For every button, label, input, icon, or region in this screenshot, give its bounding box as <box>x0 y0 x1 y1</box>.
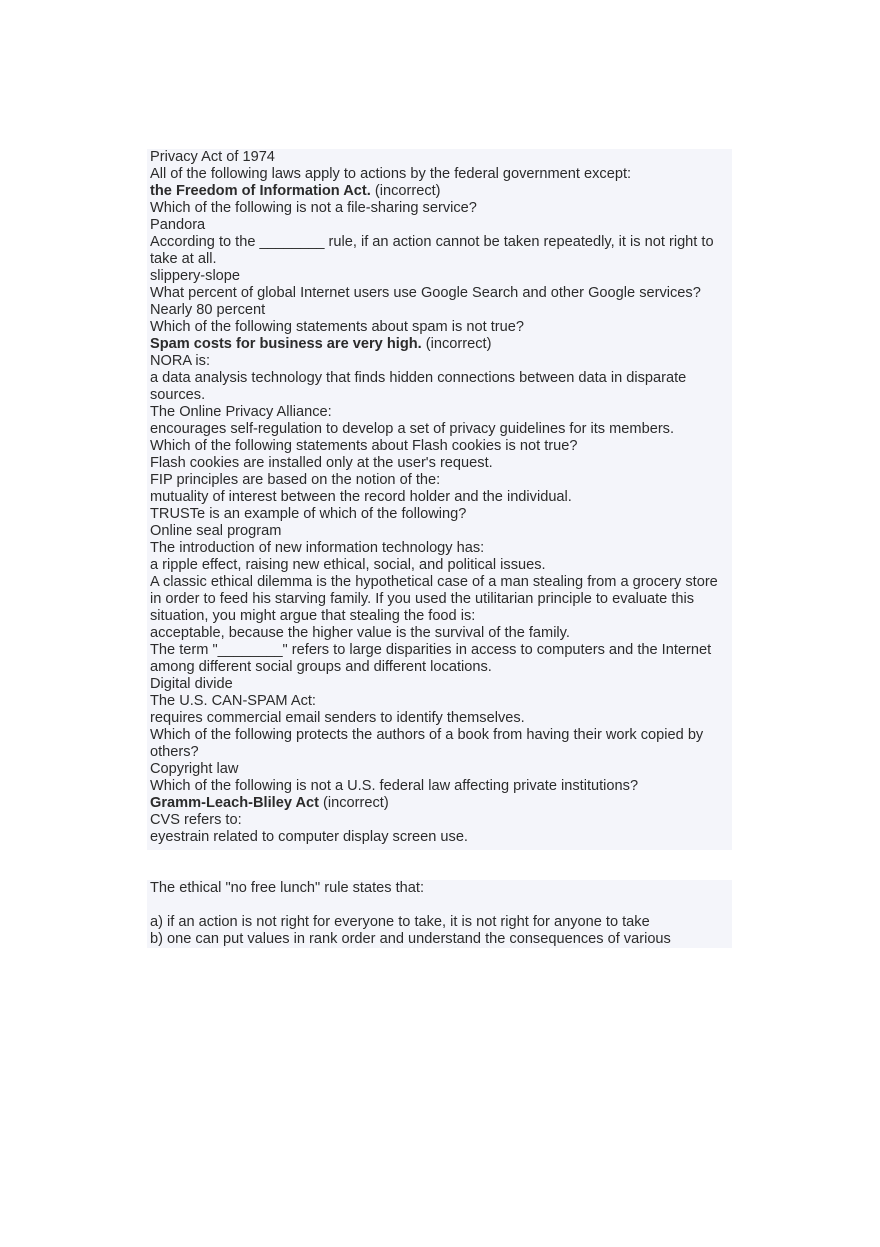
line-text: (incorrect) <box>370 183 441 199</box>
line-text: mutuality of interest between the record holder and the individual. <box>150 489 572 505</box>
line-text: CVS refers to: <box>150 812 242 828</box>
line-text: Privacy Act of 1974 <box>150 149 275 165</box>
line-text: encourages self-regulation to develop a set of privacy guidelines for its members. <box>150 421 675 437</box>
line-text: a data analysis technology that finds hidden connections between data in disparate sources. <box>150 370 687 403</box>
line-text: FIP principles are based on the notion of the: <box>150 472 441 488</box>
qa-line <box>150 370 732 404</box>
line-text: NORA is: <box>150 353 211 369</box>
line-text: Pandora <box>150 217 206 233</box>
qa-line <box>150 183 732 200</box>
qa-line <box>150 421 732 438</box>
line-text: TRUSTe is an example of which of the following? <box>150 506 467 522</box>
qa-line <box>150 778 732 795</box>
line-text: (incorrect) <box>318 795 389 811</box>
qa-line <box>150 761 732 778</box>
qa-line <box>150 455 732 472</box>
question-block <box>147 880 732 948</box>
qa-line <box>150 795 732 812</box>
qa-line <box>150 489 732 506</box>
line-text: a ripple effect, raising new ethical, social, and political issues. <box>150 557 546 573</box>
qa-line <box>150 574 732 625</box>
qa-lines <box>150 149 732 846</box>
line-text: Which of the following protects the authors of a book from having their work copied by others? <box>150 727 704 760</box>
line-text: A classic ethical dilemma is the hypothetical case of a man stealing from a grocery store in order to feed his starving family. If you used the utilitarian principle to evaluate this situation, you might argue that stealing the food is: <box>150 574 718 624</box>
line-text: What percent of global Internet users use Google Search and other Google services? <box>150 285 701 301</box>
qa-line <box>150 234 732 268</box>
qa-line <box>150 200 732 217</box>
qa-line <box>150 625 732 642</box>
line-text: All of the following laws apply to actions by the federal government except: <box>150 166 632 182</box>
line-text: Which of the following statements about spam is not true? <box>150 319 524 335</box>
qa-line <box>150 217 732 234</box>
line-text: The term "________" refers to large disparities in access to computers and the Internet among different social groups and different locations. <box>150 642 712 675</box>
qa-line <box>150 506 732 523</box>
qa-line <box>150 302 732 319</box>
qa-line <box>150 285 732 302</box>
line-text: eyestrain related to computer display screen use. <box>150 829 468 845</box>
option-b: b) one can put values in rank order and understand the consequences of various <box>150 931 671 947</box>
line-text: Flash cookies are installed only at the user's request. <box>150 455 493 471</box>
qa-line <box>150 676 732 693</box>
qa-line <box>150 727 732 761</box>
qa-line <box>150 540 732 557</box>
line-text: The Online Privacy Alliance: <box>150 404 332 420</box>
line-text: Nearly 80 percent <box>150 302 266 318</box>
line-text: Digital divide <box>150 676 233 692</box>
answer-bold: Spam costs for business are very high. <box>150 336 422 352</box>
question-text: The ethical "no free lunch" rule states that: <box>150 880 425 896</box>
qa-block <box>147 149 732 850</box>
qa-line <box>150 523 732 540</box>
option-a: a) if an action is not right for everyone to take, it is not right for anyone to take <box>150 914 650 930</box>
qa-line <box>150 710 732 727</box>
qa-line <box>150 829 732 846</box>
line-text: (incorrect) <box>421 336 492 352</box>
line-text: Which of the following is not a file-sharing service? <box>150 200 477 216</box>
qa-line <box>150 438 732 455</box>
qa-line <box>150 642 732 676</box>
qa-line <box>150 404 732 421</box>
answer-bold: Gramm-Leach-Bliley Act <box>150 795 319 811</box>
qa-line <box>150 693 732 710</box>
line-text: Copyright law <box>150 761 239 777</box>
line-text: acceptable, because the higher value is the survival of the family. <box>150 625 570 641</box>
qa-line <box>150 557 732 574</box>
line-text: Which of the following statements about Flash cookies is not true? <box>150 438 578 454</box>
qa-line <box>150 472 732 489</box>
qa-line <box>150 319 732 336</box>
qa-line <box>150 166 732 183</box>
line-text: requires commercial email senders to identify themselves. <box>150 710 525 726</box>
line-text: Which of the following is not a U.S. federal law affecting private institutions? <box>150 778 639 794</box>
line-text: The introduction of new information technology has: <box>150 540 485 556</box>
qa-line <box>150 353 732 370</box>
line-text: Online seal program <box>150 523 282 539</box>
line-text: The U.S. CAN-SPAM Act: <box>150 693 316 709</box>
answer-bold: the Freedom of Information Act. <box>150 183 371 199</box>
qa-line <box>150 336 732 353</box>
line-text: slippery-slope <box>150 268 241 284</box>
qa-line <box>150 149 732 166</box>
qa-line <box>150 268 732 285</box>
line-text: According to the ________ rule, if an action cannot be taken repeatedly, it is not right to take at all. <box>150 234 714 267</box>
qa-line <box>150 812 732 829</box>
